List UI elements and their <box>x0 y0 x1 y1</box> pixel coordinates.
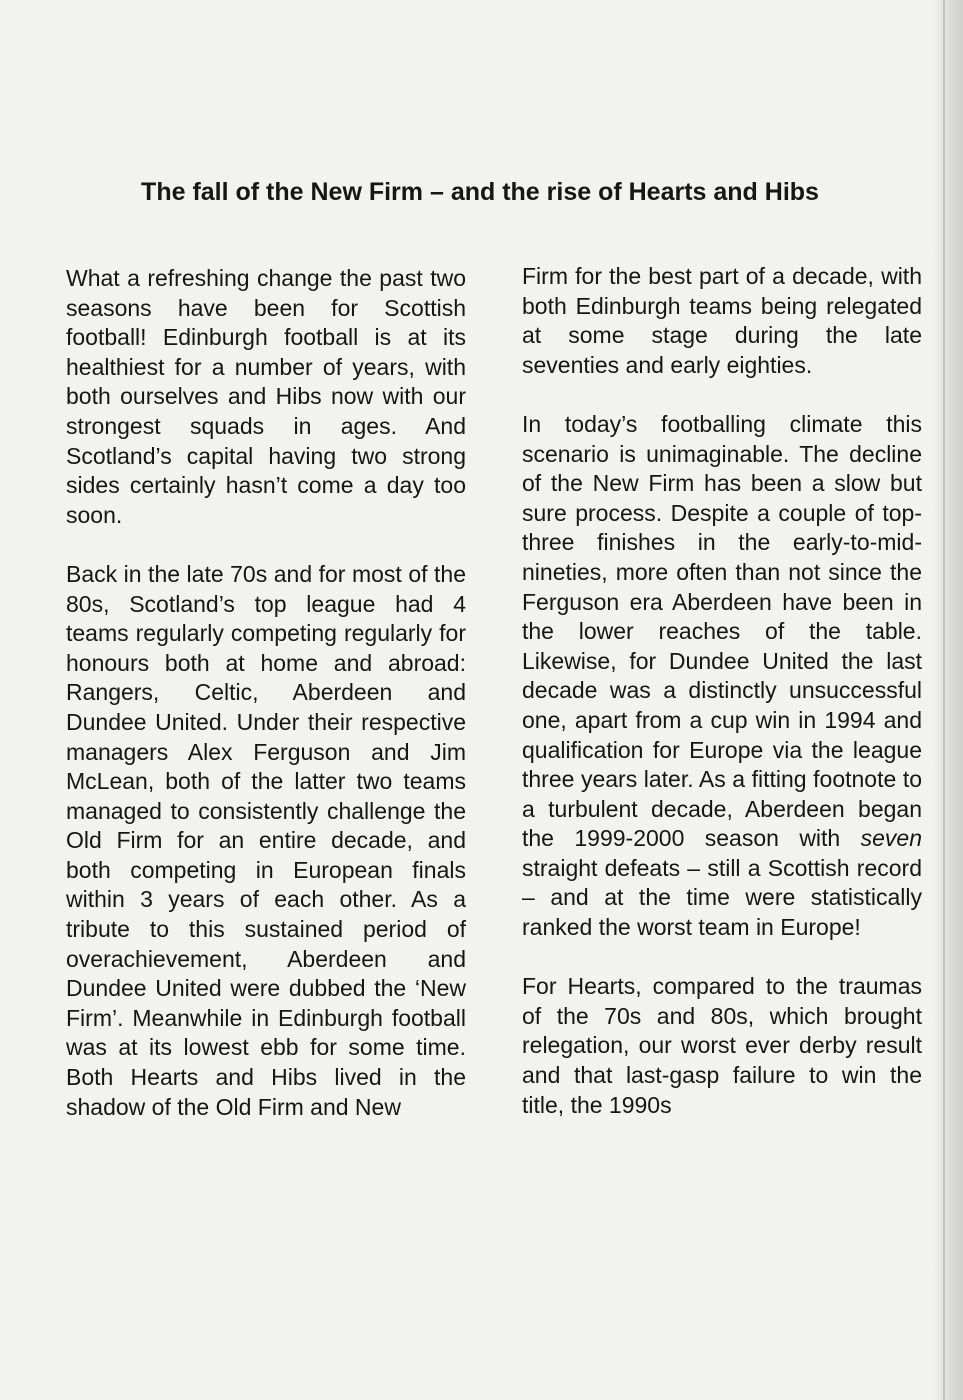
paragraph <box>522 410 922 943</box>
page-edge-shadow <box>935 0 963 1400</box>
paragraph: Firm for the best part of a decade, with both Edinburgh teams being relegated at some stage during the late seventies and early eighties. <box>522 263 922 378</box>
paragraph-text: In today’s footballing climate this scenario is unimaginable. The decline of the New Firm has been a slow but sure process. Despite a couple of top-three finishes in the early-to-mid-nineties, more often than not since the Ferguson era Aberdeen have been in the lower reaches of the table. Likewise, for Dundee United the last decade was a distinctly unsuccessful one, apart from a cup win in 1994 and qualification for Europe via the league three years later. As a fitting footnote to a turbulent decade, Aberdeen began the 1999-2000 season with <box>522 410 922 852</box>
article-title: The fall of the New Firm – and the rise of Hearts and Hibs <box>141 178 819 206</box>
left-column <box>66 264 466 1122</box>
paragraph: For Hearts, compared to the traumas of the 70s and 80s, which brought relegation, our worst ever derby result and that last-gasp failure to win the title, the 1990s <box>522 973 922 1118</box>
right-column <box>522 262 922 1120</box>
emphasis-word: seven <box>860 825 923 852</box>
page-edge-line <box>943 0 945 1400</box>
paragraph: What a refreshing change the past two seasons have been for Scottish football! Edinburgh football is at its healthiest for a number of years, with both ourselves and Hibs now with our strongest squads in ages. And Scotland’s capital having two strong sides certainly hasn’t come a day too soon. <box>66 265 466 528</box>
paragraph: Back in the late 70s and for most of the 80s, Scotland’s top league had 4 teams regularly competing regularly for honours both at home and abroad: Rangers, Celtic, Aberdeen and Dundee United. Under their respective managers Alex Ferguson and Jim McLean, both of the latter two teams managed to consistently challenge the Old Firm for an entire decade, and both competing in European finals within 3 years of each other. As a tribute to this sustained period of overachievement, Aberdeen and Dundee United were dubbed the ‘New Firm’. Meanwhile in Edinburgh football was at its lowest ebb for some time. Both Hearts and Hibs lived in the shadow of the Old Firm and New <box>66 560 466 1120</box>
paragraph-text: straight defeats – still a Scottish record – and at the time were statistically ranked the worst team in Europe! <box>522 854 922 941</box>
